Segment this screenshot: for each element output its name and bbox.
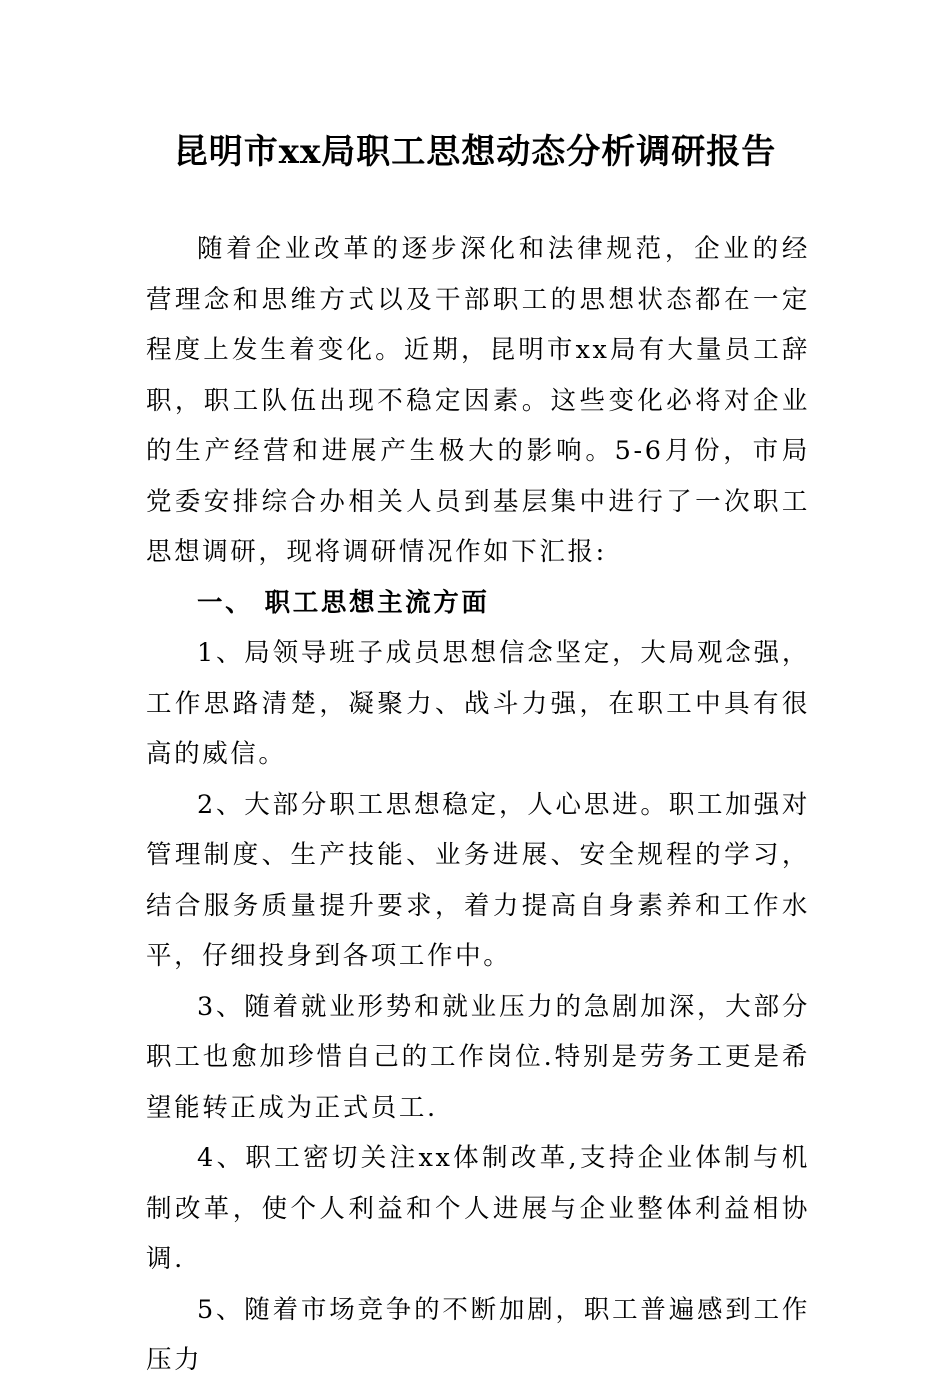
list-item: 5、随着市场竞争的不断加剧，职工普遍感到工作压力 bbox=[146, 1294, 810, 1375]
list-item: 2、大部分职工思想稳定，人心思进。职工加强对管理制度、生产技能、业务进展、安全规程的学习，结合服务质量提升要求，着力提高自身素养和工作水平，仔细投身到各项工作中。 bbox=[146, 789, 810, 971]
intro-paragraph: 随着企业改革的逐步深化和法律规范，企业的经营理念和思维方式以及干部职工的思想状态都在一定程度上发生着变化。近期，昆明市xx局有大量员工辞职，职工队伍出现不稳定因素。这些变化必将对企业的生产经营和进展产生极大的影响。5-6月份，市局党委安排综合办相关人员到基层集中进行了一次职工思想调研，现将调研情况作如下汇报: bbox=[146, 234, 810, 567]
list-item: 3、随着就业形势和就业压力的急剧加深，大部分职工也愈加珍惜自己的工作岗位.特别是劳务工更是希望能转正成为正式员工. bbox=[146, 991, 810, 1123]
document-title: 昆明市xx局职工思想动态分析调研报告 bbox=[173, 132, 777, 172]
document-body bbox=[146, 224, 810, 1386]
section-heading: 一、 职工思想主流方面 bbox=[197, 587, 490, 618]
list-item: 4、职工密切关注xx体制改革,支持企业体制与机制改革，使个人利益和个人进展与企业整体利益相协调. bbox=[146, 1143, 810, 1274]
list-item: 1、局领导班子成员思想信念坚定，大局观念强，工作思路清楚，凝聚力、战斗力强，在职工中具有很高的威信。 bbox=[146, 638, 810, 769]
